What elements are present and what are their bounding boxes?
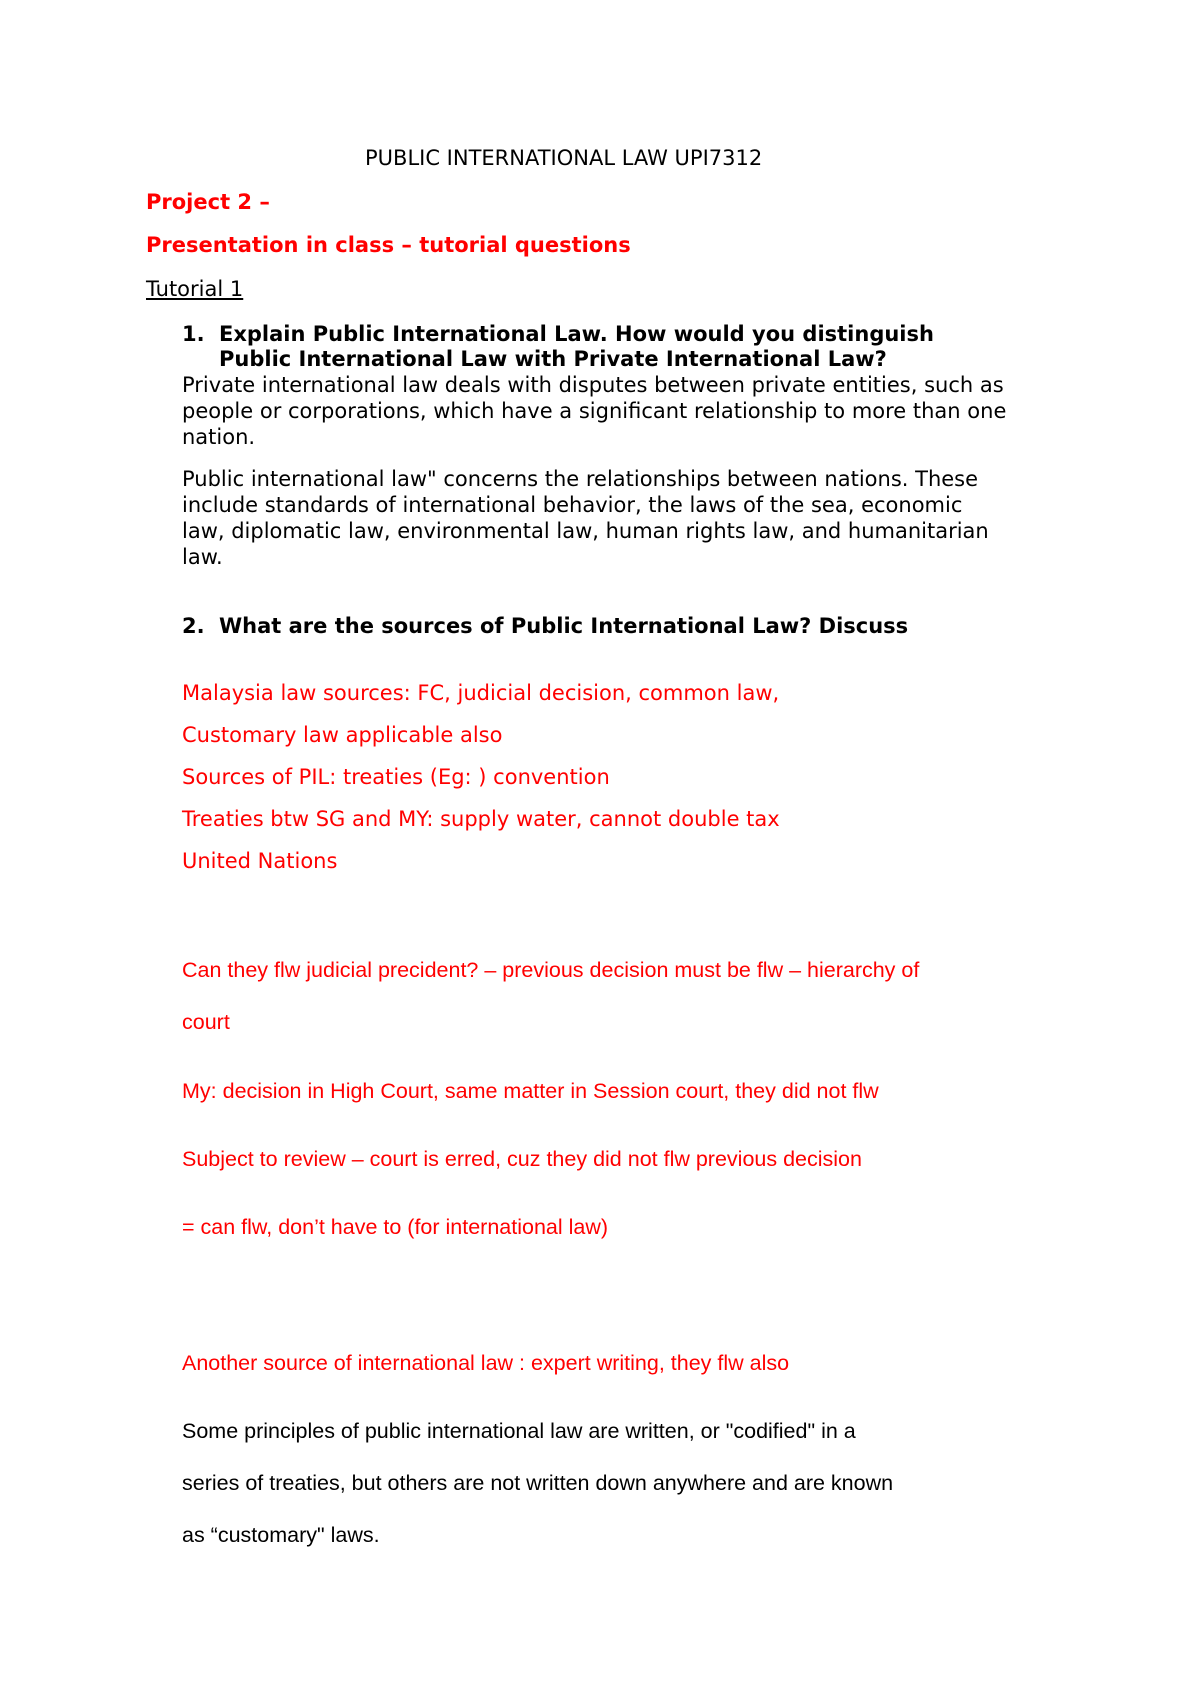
question-1-line-1: Explain Public International Law. How would you distinguish: [219, 322, 934, 346]
note-red-11: Another source of international law : expert writing, they flw also: [182, 1351, 790, 1375]
codified-line-2: series of treaties, but others are not written down anywhere and are known: [182, 1471, 894, 1495]
question-1-line-2: Public International Law with Private International Law?: [219, 347, 887, 371]
codified-line-1: Some principles of public international law are written, or "codified" in a: [182, 1419, 856, 1443]
answer-1-p1-line-2: people or corporations, which have a significant relationship to more than one: [182, 399, 1007, 423]
codified-line-3: as “customary" laws.: [182, 1523, 380, 1547]
note-red-4: Treaties btw SG and MY: supply water, cannot double tax: [182, 807, 780, 831]
answer-1-p2-line-1: Public international law" concerns the relationships between nations. These: [182, 467, 979, 491]
answer-1-p2-line-2: include standards of international behavior, the laws of the sea, economic: [182, 493, 963, 517]
question-2-text: What are the sources of Public International Law? Discuss: [219, 614, 909, 638]
answer-1-p2-line-3: law, diplomatic law, environmental law, human rights law, and humanitarian: [182, 519, 989, 543]
question-2-number: 2.: [182, 614, 205, 638]
note-red-10: = can flw, don’t have to (for international law): [182, 1215, 609, 1239]
note-red-2: Customary law applicable also: [182, 723, 503, 747]
note-red-8: My: decision in High Court, same matter in Session court, they did not flw: [182, 1079, 879, 1103]
note-red-6: Can they flw judicial precident? – previous decision must be flw – hierarchy of: [182, 958, 920, 982]
note-red-1: Malaysia law sources: FC, judicial decision, common law,: [182, 681, 780, 705]
tutorial-heading: Tutorial 1: [146, 277, 244, 301]
answer-1-p1-line-3: nation.: [182, 425, 256, 449]
presentation-heading: Presentation in class – tutorial questions: [146, 233, 631, 257]
document-title: PUBLIC INTERNATIONAL LAW UPI7312: [365, 146, 763, 170]
project-heading: Project 2 –: [146, 190, 270, 214]
note-red-5: United Nations: [182, 849, 338, 873]
note-red-9: Subject to review – court is erred, cuz they did not flw previous decision: [182, 1147, 862, 1171]
note-red-7: court: [182, 1010, 230, 1034]
note-red-3: Sources of PIL: treaties (Eg: ) convention: [182, 765, 610, 789]
answer-1-p2-line-4: law.: [182, 545, 223, 569]
answer-1-p1-line-1: Private international law deals with disputes between private entities, such as: [182, 373, 1004, 397]
question-1-number: 1.: [182, 322, 205, 346]
